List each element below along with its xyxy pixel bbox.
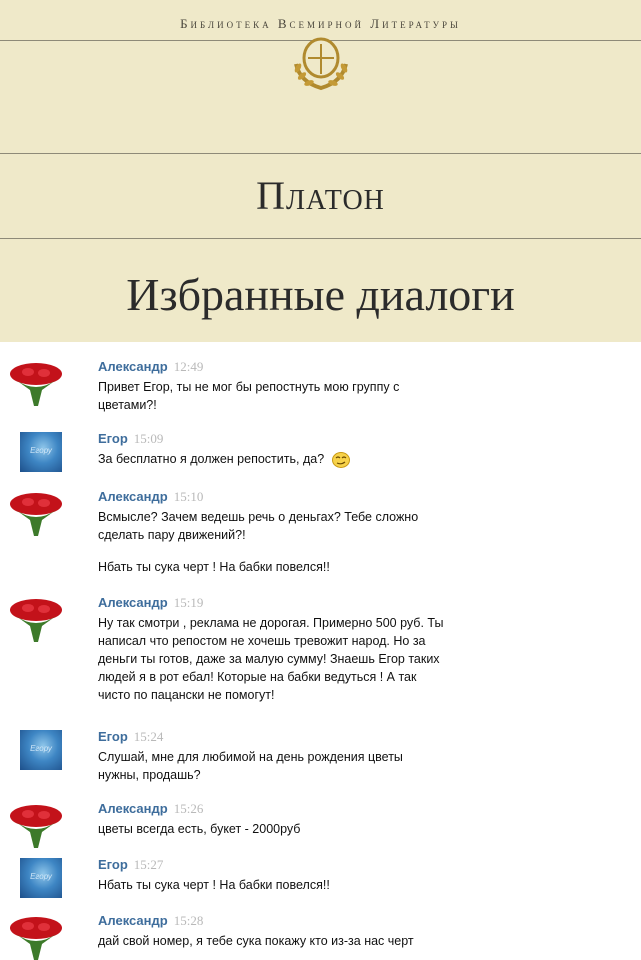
- egor-avatar-icon[interactable]: [20, 730, 62, 770]
- sender-name[interactable]: Александр: [98, 489, 168, 504]
- laurel-emblem-icon: [286, 34, 356, 94]
- message-line: Нбать ты сука черт ! На бабки повелся!!: [98, 878, 330, 892]
- message-line: Ну так смотри , реклама не дорогая. Примерно 500 руб. Ты: [98, 616, 444, 630]
- message-text: [98, 876, 598, 894]
- sender-name[interactable]: Егор: [98, 431, 128, 446]
- message-text: [98, 508, 598, 544]
- book-cover: [0, 0, 641, 342]
- roses-avatar-icon[interactable]: [8, 596, 64, 642]
- sender-name[interactable]: Егор: [98, 857, 128, 872]
- divider: [0, 153, 641, 154]
- book-author: Платон: [256, 173, 385, 218]
- message-header: [98, 430, 163, 448]
- roses-avatar-icon[interactable]: [8, 914, 64, 960]
- message-line: чисто по пацански не помогут!: [98, 688, 275, 702]
- message-header: [98, 856, 163, 874]
- message-line: цветами?!: [98, 398, 157, 412]
- message-text: [98, 558, 598, 576]
- message-time: 15:26: [173, 801, 204, 816]
- sender-name[interactable]: Егор: [98, 729, 128, 744]
- message-line: Слушай, мне для любимой на день рождения цветы: [98, 750, 403, 764]
- message-line: Нбать ты сука черт ! На бабки повелся!!: [98, 560, 330, 574]
- message-header: [98, 594, 203, 612]
- message-line: цветы всегда есть, букет - 2000руб: [98, 822, 301, 836]
- smiley-icon: [332, 452, 350, 468]
- message-header: [98, 728, 163, 746]
- sender-name[interactable]: Александр: [98, 359, 168, 374]
- message-time: 12:49: [173, 359, 204, 374]
- divider: [0, 238, 641, 239]
- book-title: Избранные диалоги: [126, 269, 515, 320]
- message-time: 15:24: [133, 729, 164, 744]
- message-line: Привет Егор, ты не мог бы репостнуть мою группу с: [98, 380, 400, 394]
- message-line: написал что репостом не хочешь тревожит народ. Но за: [98, 634, 426, 648]
- message-line: людей я в рот ебал! Которые на бабки ведуться ! А так: [98, 670, 417, 684]
- message-line: За бесплатно я должен репостить, да?: [98, 452, 325, 466]
- message-time: 15:09: [133, 431, 164, 446]
- message-line: нужны, продашь?: [98, 768, 201, 782]
- message-time: 15:10: [173, 489, 204, 504]
- message-time: 15:27: [133, 857, 164, 872]
- message-text: [98, 614, 598, 704]
- sender-name[interactable]: Александр: [98, 595, 168, 610]
- message-text: [98, 450, 598, 468]
- message-text: [98, 748, 598, 784]
- roses-avatar-icon[interactable]: [8, 802, 64, 848]
- message-text: [98, 932, 598, 950]
- roses-avatar-icon[interactable]: [8, 490, 64, 536]
- message-header: [98, 912, 203, 930]
- sender-name[interactable]: Александр: [98, 913, 168, 928]
- message-time: 15:28: [173, 913, 204, 928]
- avatar-caption: Егору: [30, 872, 52, 881]
- message-line: сделать пару движений?!: [98, 528, 246, 542]
- message-header: [98, 358, 203, 376]
- egor-avatar-icon[interactable]: [20, 432, 62, 472]
- avatar-caption: Егору: [30, 744, 52, 753]
- message-line: Всмысле? Зачем ведешь речь о деньгах? Тебе сложно: [98, 510, 419, 524]
- series-title: Библиотека Всемирной Литературы: [180, 16, 461, 31]
- message-line: дай свой номер, я тебе сука покажу кто из-за нас черт: [98, 934, 414, 948]
- message-header: [98, 800, 203, 818]
- message-text: [98, 820, 598, 838]
- message-header: [98, 488, 203, 506]
- roses-avatar-icon[interactable]: [8, 360, 64, 406]
- message-time: 15:19: [173, 595, 204, 610]
- sender-name[interactable]: Александр: [98, 801, 168, 816]
- avatar-caption: Егору: [30, 446, 52, 455]
- message-line: деньги ты готов, даже за малую сумму! Знаешь Егор таких: [98, 652, 440, 666]
- message-text: [98, 378, 598, 414]
- egor-avatar-icon[interactable]: [20, 858, 62, 898]
- chat-log: [0, 342, 641, 960]
